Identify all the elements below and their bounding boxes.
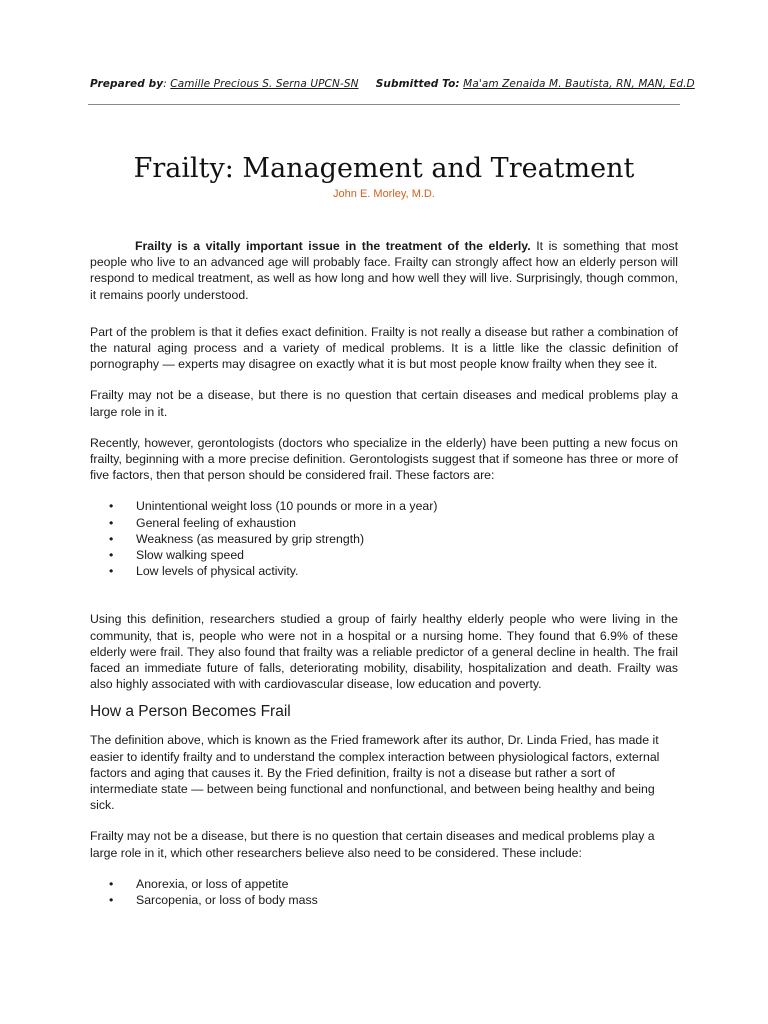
submitted-to-value: Ma'am Zenaida M. Bautista, RN, MAN, Ed.D [463,78,695,90]
paragraph-fried-framework: The definition above, which is known as the Fried framework after its author, Dr. Linda Fried, has made it easier to identify frailty and to understand the complex interaction between physiological factors, external factors and aging that causes it. By the Fried definition, frailty is not a disease but rather a sort of intermediate state — between being functional and nonfunctional, and between being healthy and being sick. [90,733,660,813]
list-item: • General feeling of exhaustion [136,515,678,531]
list-item: • Sarcopenia, or loss of body mass [136,892,678,908]
other-factors-list [90,876,678,908]
paragraph-definition: Part of the problem is that it defies exact definition. Frailty is not really a disease but rather a combination of the natural aging process and a variety of medical problems. It is a little like the classic definition of pornography — experts may disagree on exactly what it is but most people know frailty when they see it. [90,324,678,372]
list-item: • Unintentional weight loss (10 pounds or more in a year) [136,498,678,514]
paragraph-gerontologists: Recently, however, gerontologists (doctors who specialize in the elderly) have been putting a new focus on frailty, beginning with a more precise definition. Gerontologists suggest that if someone has three or more of five factors, then that person should be considered frail. These factors are: [90,435,678,483]
intro-paragraph [90,238,678,303]
list-item: • Low levels of physical activity. [136,563,678,579]
paragraph-research: Using this definition, researchers studied a group of fairly healthy elderly people who were living in the community, that is, people who were not in a hospital or a nursing home. They found that 6.9% of these elderly were frail. They also found that frailty was a reliable predictor of a general decline in health. The frail faced an immediate future of falls, deteriorating mobility, disability, hospitalization and death. Frailty was also highly associated with with cardiovascular disease, low education and poverty. [90,612,678,692]
list-item: • Anorexia, or loss of appetite [136,876,678,892]
prepared-by-separator: : [163,78,171,90]
paragraph-other-factors: Frailty may not be a disease, but there is no question that certain diseases and medical problems play a large role in it, which other researchers believe also need to be considered. These include: [90,829,655,860]
frailty-factors-list [90,498,678,579]
article-title: Frailty: Management and Treatment [133,153,635,184]
article-body [90,238,678,908]
prepared-by-label: Prepared by [90,78,164,90]
paragraph-disease-role: Frailty may not be a disease, but there is no question that certain diseases and medical problems play a large role in it. [90,388,678,419]
header-divider [88,104,680,105]
intro-rest: It is something that most people who live to an advanced age will probably face. Frailty can strongly affect how an elderly person will respond to medical treatment, as well as how long and how well they will live. Surprisingly, though common, it remains poorly understood. [90,239,678,302]
list-item: • Slow walking speed [136,547,678,563]
intro-lead: Frailty is a vitally important issue in the treatment of the elderly. [135,239,531,253]
list-item: • Weakness (as measured by grip strength) [136,531,678,547]
article-author: John E. Morley, M.D. [333,188,435,200]
section-heading: How a Person Becomes Frail [90,703,291,721]
prepared-by-value: Camille Precious S. Serna UPCN-SN [170,78,359,90]
document-header [90,78,695,90]
submitted-to-label: Submitted To: [375,78,460,90]
